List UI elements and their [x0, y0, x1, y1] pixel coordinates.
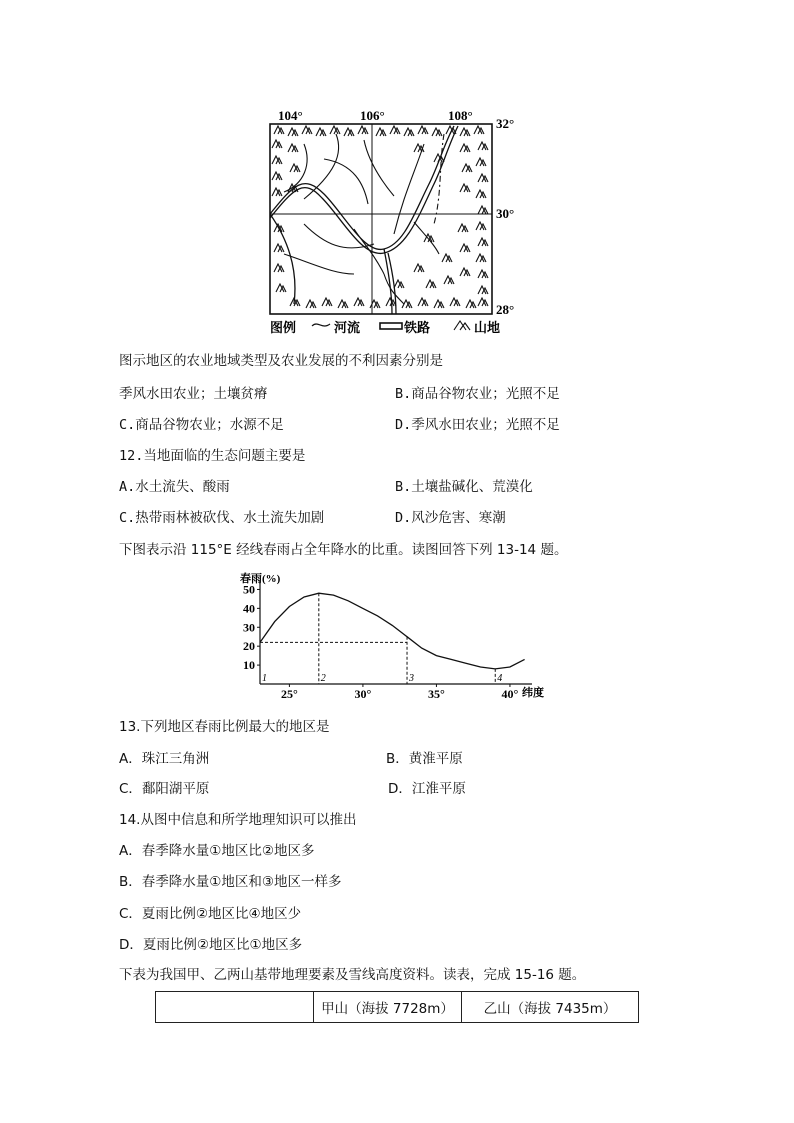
- q12-option-a: A.水土流失、酸雨: [119, 479, 230, 495]
- q14-stem: 14.从图中信息和所学地理知识可以推出: [119, 812, 357, 828]
- q14-option-b: B．春季降水量①地区和③地区一样多: [119, 874, 342, 890]
- x-tick-label: 30°: [354, 687, 372, 701]
- q13-option-d: D．江淮平原: [388, 781, 466, 797]
- intro-15-16: 下表为我国甲、乙两山基带地理要素及雪线高度资料。读表，完成 15-16 题。: [119, 967, 586, 983]
- table-header-empty: [156, 992, 314, 1022]
- spring-rain-line: [260, 593, 525, 669]
- x-tick-label: 40°: [501, 687, 519, 701]
- lat-label-30: 30°: [496, 206, 515, 221]
- legend-railway: 铁路: [404, 321, 431, 336]
- y-tick-label: 20: [243, 639, 255, 654]
- q11-option-a: 季风水田农业；土壤贫瘠: [119, 386, 268, 402]
- q13-option-c: C．鄱阳湖平原: [119, 781, 210, 797]
- lon-label-108: 108°: [448, 108, 473, 123]
- legend-river: 河流: [334, 321, 361, 336]
- x-tick-label: 35°: [428, 687, 445, 701]
- lat-label-32: 32°: [496, 116, 515, 131]
- table-header-mountain-a: 甲山（海拔 7728m）: [314, 992, 462, 1022]
- point-label: 4: [497, 673, 503, 684]
- y-tick-label: 10: [243, 658, 255, 673]
- legend-mountain: 山地: [474, 321, 501, 336]
- q12-option-c: C.热带雨林被砍伐、水土流失加剧: [119, 510, 325, 526]
- lat-label-28: 28°: [496, 302, 515, 317]
- chart-ylabel: 春雨(%): [240, 573, 281, 585]
- lon-label-104: 104°: [278, 108, 303, 123]
- q11-option-b: B.商品谷物农业；光照不足: [395, 386, 560, 402]
- q14-option-d: D．夏雨比例②地区比①地区多: [119, 937, 303, 953]
- intro-13-14: 下图表示沿 115°E 经线春雨占全年降水的比重。读图回答下列 13-14 题。: [119, 542, 568, 558]
- legend-river-icon: [312, 324, 330, 326]
- q13-stem: 13.下列地区春雨比例最大的地区是: [119, 719, 330, 735]
- q13-option-b: B．黄淮平原: [386, 751, 463, 767]
- q12-stem: 12.当地面临的生态问题主要是: [119, 448, 306, 464]
- spring-rain-chart: [232, 566, 562, 702]
- map-frame: [270, 124, 492, 314]
- y-tick-label: 40: [243, 601, 255, 616]
- q12-option-d: D.风沙危害、寒潮: [395, 510, 506, 526]
- q13-option-a: A．珠江三角洲: [119, 751, 210, 767]
- lon-label-106: 106°: [360, 108, 385, 123]
- point-label: 2: [320, 673, 326, 684]
- chart-xlabel: 纬度: [522, 687, 544, 699]
- legend-label: 图例: [270, 321, 297, 336]
- q11-stem: 图示地区的农业地域类型及农业发展的不利因素分别是: [119, 353, 443, 369]
- q11-option-c: C.商品谷物农业；水源不足: [119, 417, 284, 433]
- topographic-map: [264, 104, 526, 336]
- q14-option-a: A．春季降水量①地区比②地区多: [119, 843, 315, 859]
- q14-option-c: C．夏雨比例②地区比④地区少: [119, 906, 302, 922]
- point-label: 3: [409, 673, 415, 684]
- y-tick-label: 30: [243, 620, 255, 635]
- q12-option-b: B.土壤盐碱化、荒漠化: [395, 479, 533, 495]
- x-tick-label: 25°: [280, 687, 298, 701]
- table-header-mountain-b: 乙山（海拔 7435m）: [483, 1001, 617, 1017]
- point-label: 1: [262, 673, 267, 684]
- y-tick-label: 50: [243, 582, 255, 597]
- q11-option-d: D.季风水田农业；光照不足: [395, 417, 560, 433]
- legend-railway-icon: [380, 323, 402, 329]
- legend-mountain-icon: [454, 321, 470, 330]
- mountain-table: [155, 991, 639, 1023]
